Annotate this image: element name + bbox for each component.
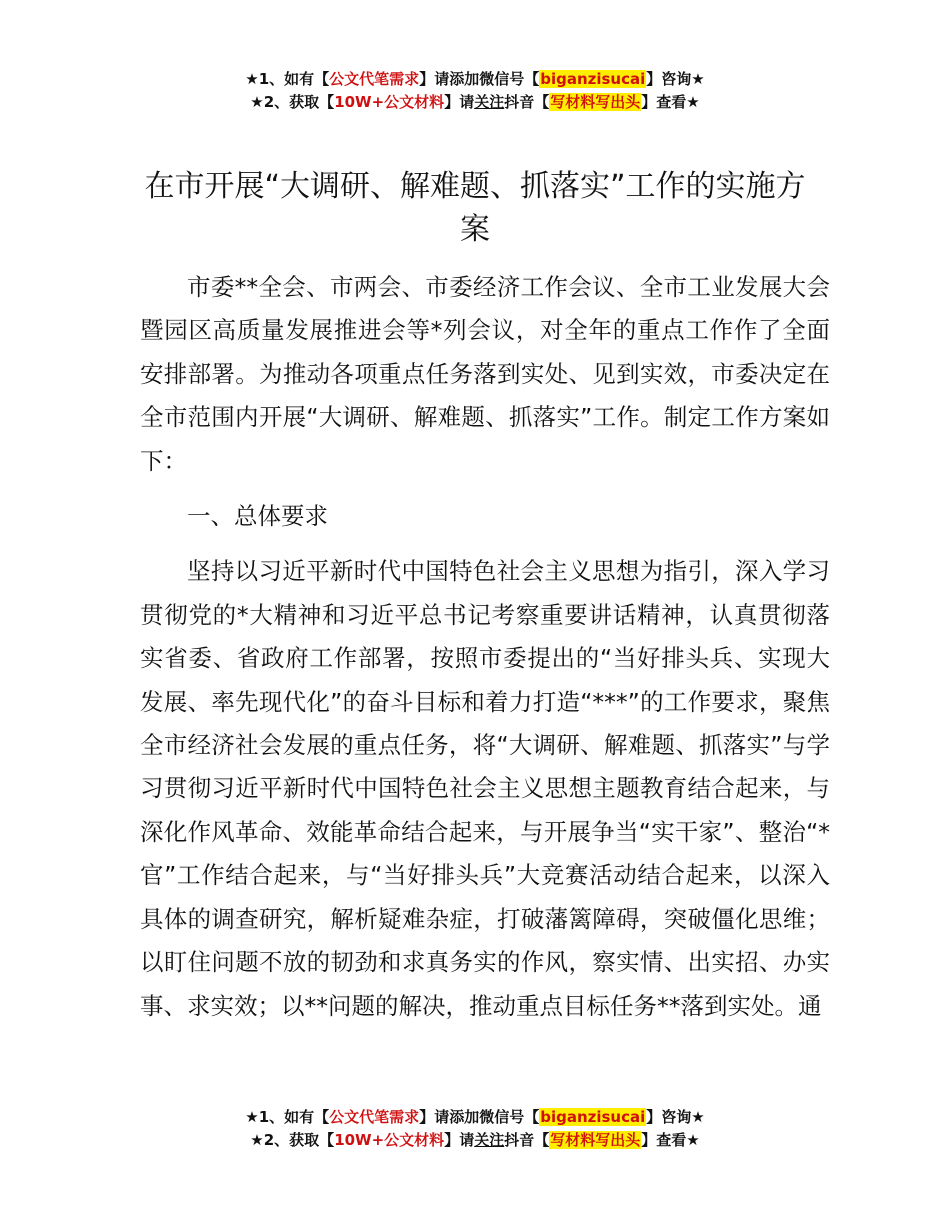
banner-line-2: [0, 91, 950, 114]
banner-text: 】查看★: [641, 1131, 700, 1149]
banner-text: ★2、获取【: [250, 1131, 335, 1149]
banner-highlight-wechat-id: biganzisucai: [540, 1108, 646, 1126]
paragraph-requirements: 坚持以习近平新时代中国特色社会主义思想为指引，深入学习贯彻党的*大精神和习近平总书记考察重要讲话精神，认真贯彻落实省委、省政府工作部署，按照市委提出的“当好排头兵、实现大发展、率先现代化”的奋斗目标和着力打造“***”的工作要求，聚焦全市经济社会发展的重点任务，将“大调研、解难题、抓落实”与学习贯彻习近平新时代中国特色社会主义思想主题教育结合起来，与深化作风革命、效能革命结合起来，与开展争当“实干家”、整治“*官”工作结合起来，与“当好排头兵”大竞赛活动结合起来，以深入具体的调查研究，解析疑难杂症，打破藩篱障碍，突破僵化思维；以盯住问题不放的韧劲和求真务实的作风，察实情、出实招、办实事、求实效；以**问题的解决，推动重点目标任务**落到实处。通: [140, 557, 830, 1020]
banner-text: ★1、如有【: [245, 70, 330, 88]
banner-highlight-materials: 10W+公文材料: [334, 1131, 445, 1149]
banner-highlight-materials: 10W+公文材料: [334, 93, 445, 111]
banner-highlight-wechat-id: biganzisucai: [540, 70, 646, 88]
banner-text: 抖音【: [504, 93, 550, 111]
banner-underlined-follow: 关注: [474, 93, 505, 111]
banner-text: 】查看★: [641, 93, 700, 111]
banner-text: 抖音【: [504, 1131, 550, 1149]
document-title: 在市开展“大调研、解难题、抓落实”工作的实施方案: [144, 169, 806, 247]
document-body: [140, 266, 830, 1028]
banner-text: 】请添加微信号【: [419, 70, 540, 88]
banner-text: 】请: [444, 1131, 475, 1149]
banner-line-1: [0, 68, 950, 91]
banner-highlight-douyin-id: 写材料写出头: [550, 93, 641, 111]
banner-text: 】咨询★: [646, 1108, 705, 1126]
banner-line-1: [0, 1106, 950, 1129]
banner-highlight-douyin-id: 写材料写出头: [550, 1131, 641, 1149]
banner-underlined-follow: 关注: [474, 1131, 505, 1149]
top-banner: [0, 68, 950, 114]
banner-text: 】请: [444, 93, 475, 111]
banner-text: ★1、如有【: [245, 1108, 330, 1126]
section-heading: 一、总体要求: [187, 502, 328, 531]
banner-text: 】咨询★: [646, 70, 705, 88]
banner-line-2: [0, 1129, 950, 1152]
banner-text: ★2、获取【: [250, 93, 335, 111]
banner-text: 】请添加微信号【: [419, 1108, 540, 1126]
bottom-banner: [0, 1106, 950, 1152]
banner-highlight-service: 公文代笔需求: [329, 1108, 420, 1126]
paragraph-intro: 市委**全会、市两会、市委经济工作会议、全市工业发展大会暨园区高质量发展推进会等*列会议，对全年的重点工作作了全面安排部署。为推动各项重点任务落到实处、见到实效，市委决定在全市范围内开展“大调研、解难题、抓落实”工作。制定工作方案如下：: [140, 273, 830, 475]
banner-highlight-service: 公文代笔需求: [329, 70, 420, 88]
